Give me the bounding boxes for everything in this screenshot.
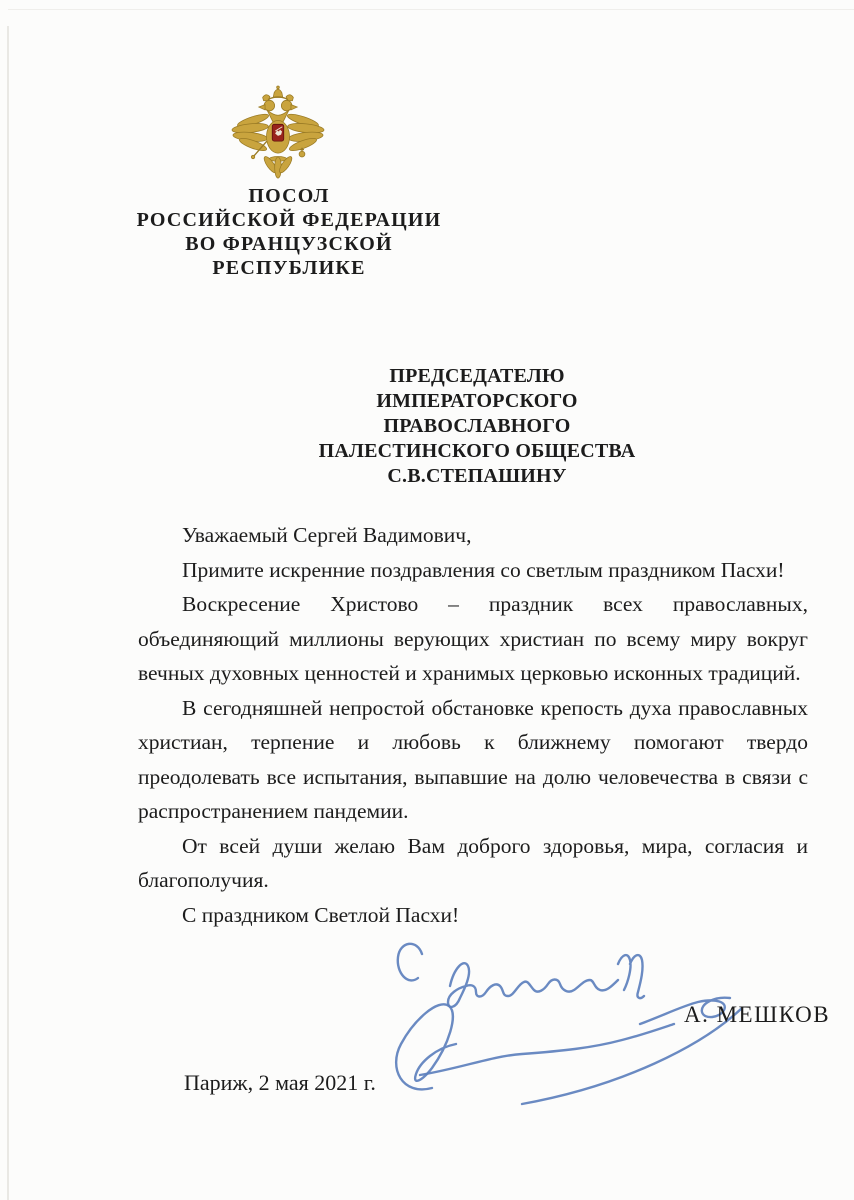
- addressee-line: С.В.СТЕПАШИНУ: [387, 465, 567, 487]
- letterhead-line: ПОСОЛ: [248, 185, 330, 207]
- russia-coat-of-arms-icon: [230, 84, 326, 180]
- body-paragraph: Примите искренние поздравления со светлым праздником Пасхи!: [182, 557, 785, 582]
- signatory-name: А. МЕШКОВ: [684, 1002, 831, 1027]
- letterhead-line: РОССИЙСКОЙ ФЕДЕРАЦИИ: [136, 209, 442, 231]
- salutation: Уважаемый Сергей Вадимович,: [182, 523, 472, 547]
- dateline: Париж, 2 мая 2021 г.: [184, 1070, 376, 1095]
- body-paragraph: От всей души желаю Вам доброго здоровья, мира, согласия и благополучия.: [138, 833, 808, 892]
- scan-edge-left: [7, 26, 9, 1200]
- addressee-line: ИМПЕРАТОРСКОГО ПРАВОСЛАВНОГО: [376, 390, 578, 437]
- body-paragraph: Воскресение Христово – праздник всех православных, объединяющий миллионы верующих христиан по всему миру вокруг вечных духовных ценностей и хранимых церковью исконных традиций.: [138, 592, 808, 685]
- addressee-line: ПАЛЕСТИНСКОГО ОБЩЕСТВА: [318, 440, 636, 462]
- body-paragraph: В сегодняшней непростой обстановке крепость духа православных христиан, терпение и любовь к ближнему помогают твердо преодолевать все испытания, выпавшие на долю человечества в связи с распространением пандемии.: [138, 695, 808, 823]
- addressee-block: [287, 364, 667, 489]
- letterhead-line: ВО ФРАНЦУЗСКОЙ: [185, 233, 393, 255]
- addressee-line: ПРЕДСЕДАТЕЛЮ: [389, 365, 565, 387]
- letter-body: [138, 518, 808, 932]
- letterhead-title: [123, 184, 455, 280]
- letterhead-line: РЕСПУБЛИКЕ: [212, 257, 366, 279]
- scan-edge-top: [8, 9, 854, 10]
- body-paragraph: С праздником Светлой Пасхи!: [182, 902, 460, 927]
